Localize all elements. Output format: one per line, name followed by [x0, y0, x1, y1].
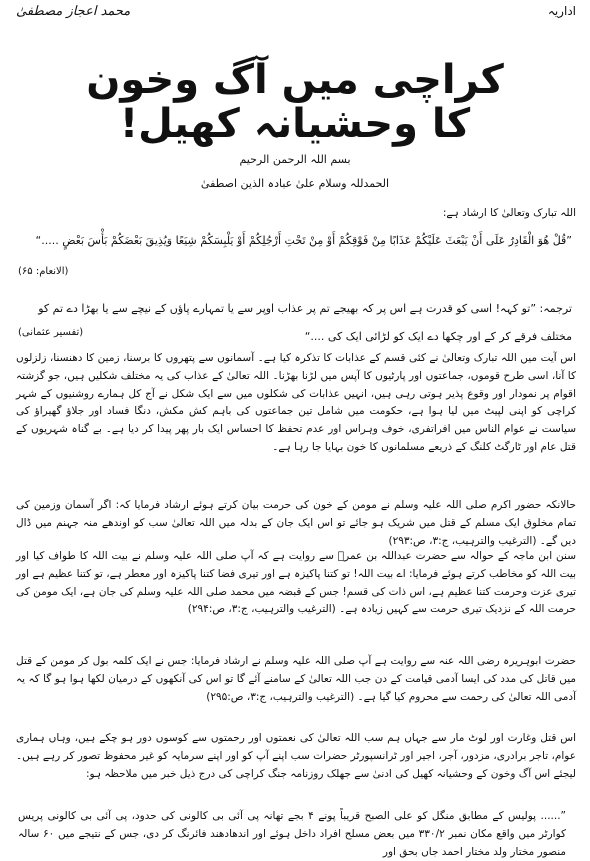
paragraph-4: حضرت ابوہریرہ رضی اللہ عنہ سے روایت ہے آپ صلی اللہ علیہ وسلم نے ارشاد فرمایا: جس نے ایک کلمہ بول کر مومن کے قتل میں قاتل کی مدد کی ایسا آدمی قیامت کے دن جب اللہ تعالیٰ کے سامنے آئے گا تو اس کی آنکھوں کے درمیان لکھا ہوا ہو گا کہ یہ آدمی اللہ تعالیٰ کی رحمت سے محروم کیا گیا ہے۔ (الترغیب والترہیب، ج:۳، ص:۲۹۵): [16, 655, 576, 703]
paragraph-5: اس قتل وغارت اور لوٹ مار سے جہاں ہم سب اللہ تعالیٰ کی نعمتوں اور رحمتوں سے کوسوں دور ہو چکے ہیں، وہاں ہماری عوام، تاجر برادری، مزدور، آجر، اجیر اور ٹرانسپورٹر حضرات سب اپنے آپ کو اور اپنے سرمایہ کو غیر محفوظ تصور کر رہے ہیں۔ لیجئے اس آگ وخون کے وحشیانہ کھیل کی ادنیٰ سے جھلک روزنامہ جنگ کراچی کی درج ذیل خبر میں ملاحظہ ہو:: [16, 732, 576, 780]
author-name: محمد اعجاز مصطفیٰ: [16, 4, 131, 19]
paragraph-1: اس آیت میں اللہ تبارک وتعالیٰ نے کئی قسم کے عذابات کا تذکرہ کیا ہے۔ آسمانوں سے پتھروں کا برسنا، زمین کا دھنسنا، زلزلوں کا آنا، اسی طرح قوموں، جماعتوں اور پارٹیوں کا آپس میں لڑنا بھڑنا۔ اللہ تعالیٰ کے عذاب کی یہ مختلف شکلیں ہیں، جو گزشتہ اقوام پر نمودار اور وقوع پذیر ہوتی رہی ہیں، انہیں عذابات کی شکلوں میں سے ایک شکل نے آج کل ہمارے روشنیوں کے شہر کراچی کو اپنی لپیٹ میں لیا ہوا ہے، حکومت میں شامل تین جماعتوں کی باہم کش مکش، دنگا فساد اور جلاؤ گھیراؤ کی سیاست نے عوام الناس میں افراتفری، خوف وہراس اور عدم تحفظ کا احساس ایک بار پھر پیدا کر دیا ہے۔ بے گناہ شہریوں کے قتل عام اور ٹارگٹ کلنگ کے ذریعے مسلمانوں کا خون بہایا جا رہا ہے۔: [16, 352, 576, 453]
translation-text: ترجمہ: ”تو کہہ! اسی کو قدرت ہے اس پر کہ بھیجے تم پر عذاب اوپر سے یا تمہارے پاؤں کے نیچے سے یا بھڑا دے تم کو مختلف فرقے کر کے اور چکھا دے ایک کو لڑائی ایک کی ....“: [38, 302, 572, 343]
ayah-reference: (الانعام: ۶۵): [18, 266, 69, 277]
article-title: کراچی میں آگ وخون کا وحشیانہ کھیل!: [86, 57, 504, 147]
news-quote: ”...... پولیس کے مطابق منگل کو علی الصبح قریباً پونے ۴ بجے تھانہ پی آئی بی کالونی کی حدود، پی آئی بی کالونی پریس کوارٹر میں واقع مکان نمبر ۳۳۰/۲ میں بعض مسلح افراد داخل ہوئے اور اندھادھند فائرنگ کر دی، جس کے نتیجے میں ۶۰ سالہ منصور مختار ولد مختار احمد جاں بحق اور: [18, 810, 567, 858]
quran-ayah: ”قُلْ هُوَ الْقَادِرُ عَلَى أَنْ يَبْعَثَ عَلَيْكُمْ عَذَابًا مِنْ فَوْقِكُمْ أَوْ مِنْ تَحْتِ أَرْجُلِكُمْ أَوْ يَلْبِسَكُمْ شِيَعًا وَيُذِيقَ بَعْضَكُمْ بَأْسَ بَعْضٍ .....“: [35, 234, 572, 247]
paragraph-3: سنن ابن ماجہ کے حوالہ سے حضرت عبداللہ بن عمرؓ سے روایت ہے کہ آپ صلی اللہ علیہ وسلم نے بیت اللہ کا طواف کیا اور بیت اللہ کو مخاطب کرتے ہوئے فرمایا: اے بیت اللہ! تو کتنا پاکیزہ ہے اور تیری فضا کتنا پاکیزہ اور معطر ہے، تو کتنا عظیم ہے اور تیری عزت وحرمت کتنا عظیم ہے، اس ذات کی قسم! جس کے قبضہ میں محمد صلی اللہ علیہ وسلم کی جان ہے، ایک مومن کی حرمت اللہ کے نزدیک تیری حرمت سے کہیں زیادہ ہے۔ (الترغیب والترہیب، ج:۳، ص:۲۹۴): [16, 550, 576, 616]
paragraph-2: حالانکہ حضور اکرم صلی اللہ علیہ وسلم نے مومن کے خون کی حرمت بیان کرتے ہوئے ارشاد فرمایا کہ: اگر آسمان وزمین کی تمام مخلوق ایک مسلم کے قتل میں شریک ہو جائے تو اس ایک جان کے بدلہ میں اللہ تعالیٰ سب کو اوندھے منہ جہنم میں ڈال دیں گے۔ (الترغیب والترہیب، ج:۳، ص:۲۹۳): [16, 499, 576, 547]
section-label: اداریہ: [547, 4, 576, 18]
bismillah: بسم اللہ الرحمن الرحیم: [239, 153, 351, 166]
intro-line: اللہ تبارک وتعالیٰ کا ارشاد ہے:: [442, 207, 576, 219]
translation-reference: (تفسیر عثمانی): [18, 327, 84, 338]
salutation: الحمدللہ وسلام علیٰ عبادہ الذین اصطفیٰ: [200, 177, 390, 190]
